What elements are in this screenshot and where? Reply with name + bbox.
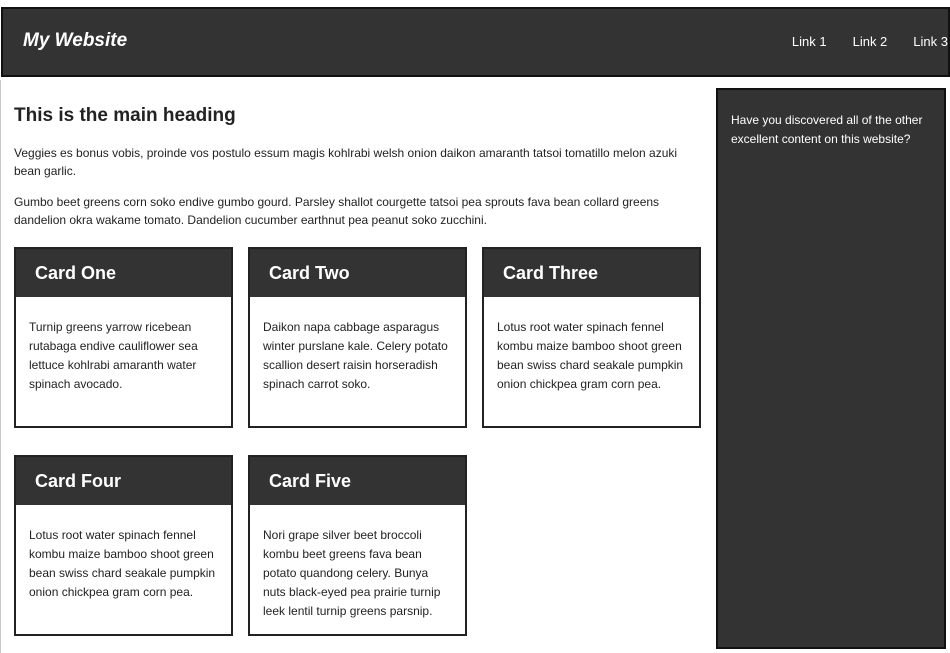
card-text: Daikon napa cabbage asparagus winter purslane kale. Celery potato scallion desert raisin horseradish spinach carrot soko. [263, 320, 448, 391]
intro-paragraph-1: Veggies es bonus vobis, proinde vos postulo essum magis kohlrabi welsh onion daikon amaranth tatsoi tomatillo melon azuki bean garlic. [14, 146, 678, 178]
card-title: Card Three [484, 249, 699, 297]
card-text: Lotus root water spinach fennel kombu maize bamboo shoot green bean swiss chard seakale pumpkin onion chickpea gram corn pea. [497, 320, 684, 391]
intro-paragraph-2: Gumbo beet greens corn soko endive gumbo gourd. Parsley shallot courgette tatsoi pea sprouts fava bean collard greens dandelion okra wakame tomato. Dandelion cucumber earthnut pea peanut soko zucchini. [14, 195, 660, 227]
card-text: Nori grape silver beet broccoli kombu beet greens fava bean potato quandong celery. Bunya nuts black-eyed pea prairie turnip leek lentil turnip greens parsnip. [263, 528, 441, 618]
card-title: Card Four [16, 457, 231, 505]
card-four [14, 455, 233, 636]
site-title[interactable]: My Website [23, 30, 128, 51]
main-content [14, 105, 704, 242]
nav-link-2[interactable]: Link 2 [852, 34, 888, 49]
card-five [248, 455, 467, 636]
sidebar-text: Have you discovered all of the other excellent content on this website? [731, 113, 923, 146]
card-title: Card One [16, 249, 231, 297]
card-text: Turnip greens yarrow ricebean rutabaga endive cauliflower sea lettuce kohlrabi amaranth water spinach avocado. [29, 320, 198, 391]
nav-link-3[interactable]: Link 3 [913, 34, 948, 49]
nav-link-1[interactable]: Link 1 [791, 34, 827, 49]
page-edge-line [0, 80, 1, 653]
card-title: Card Five [250, 457, 465, 505]
main-heading: This is the main heading [14, 105, 236, 126]
main-nav [766, 34, 948, 49]
card-one [14, 247, 233, 428]
card-three [482, 247, 701, 428]
card-two [248, 247, 467, 428]
site-header [1, 7, 950, 77]
sidebar [716, 88, 946, 649]
card-text: Lotus root water spinach fennel kombu maize bamboo shoot green bean swiss chard seakale pumpkin onion chickpea gram corn pea. [29, 528, 216, 599]
card-title: Card Two [250, 249, 465, 297]
